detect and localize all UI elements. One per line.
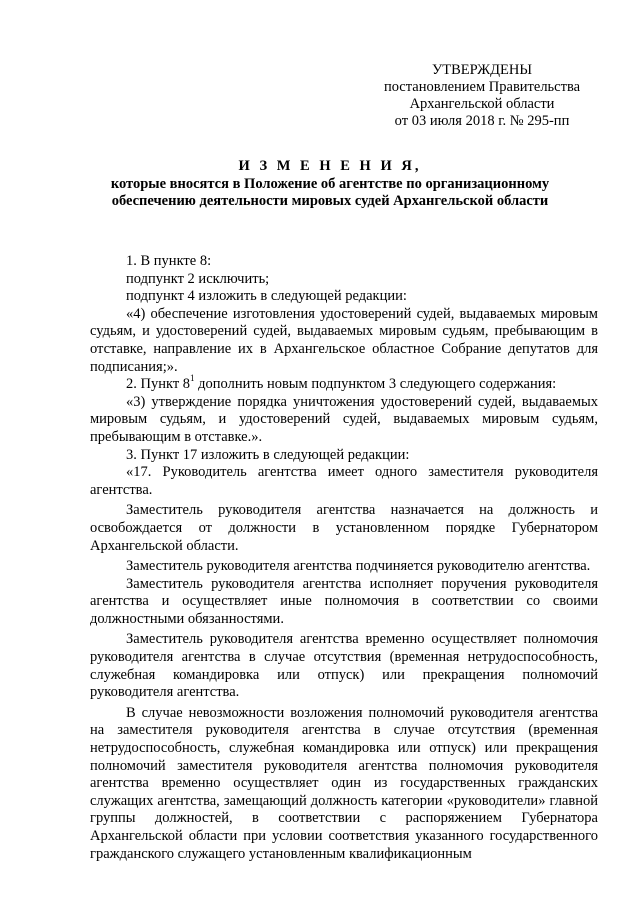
approval-date: от 03 июля 2018 г. № 295-пп <box>394 113 570 129</box>
approval-heading: УТВЕРЖДЕНЫ <box>431 62 533 78</box>
paragraph: «17. Руководитель агентства имеет одного заместителя руководителя агентства. <box>90 464 598 498</box>
paragraph-text: дополнить новым подпунктом 3 следующего содержания: <box>194 376 557 393</box>
paragraph: подпункт 4 изложить в следующей редакции: <box>126 288 407 305</box>
paragraph: 3. Пункт 17 изложить в следующей редакции: <box>126 446 410 463</box>
paragraph: «3) утверждение порядка уничтожения удостоверений судей, выдаваемых мировым судьям, и удостоверений судей, выдаваемых мировым судьям, пребывающим в отставке.». <box>90 393 598 445</box>
approval-stamp <box>372 62 592 130</box>
paragraph: Заместитель руководителя агентства временно осуществляет полномочия руководителя агентства в случае отсутствия (временная нетрудоспособность, служебная командировка или отпуск) или прекращения полномочий руководителя агентства. <box>90 631 598 701</box>
paragraph: В случае невозможности возложения полномочий руководителя агентства на заместителя руководителя агентства в случае отсутствия (временная нетрудоспособность, служебная командировка или отпуск) или прекращения полномочий заместителя руководителя агентства полномочия руководителя агентства временно осуществляет один из государственных гражданских служащих агентства, замещающий должность категории «руководители» главной группы должностей, в соответствии с распоряжением Губернатора Архангельской области при условии соответствия указанного государственного гражданского служащего установленным квалификационным <box>90 704 598 862</box>
document-title <box>60 158 600 211</box>
paragraph: Заместитель руководителя агентства подчиняется руководителю агентства. <box>126 558 591 575</box>
paragraph: 1. В пункте 8: <box>126 253 212 269</box>
paragraph: «4) обеспечение изготовления удостоверений судей, выдаваемых мировым судьям, и удостоверений судей, выдаваемых мировым судьям, пребывающим в отставке, направление их в Архангельское областное Собрание депутатов для подписания;». <box>90 305 598 375</box>
paragraph: Заместитель руководителя агентства исполняет поручения руководителя агентства и осуществляет иные полномочия в соответствии со своими должностными обязанностями. <box>90 575 598 627</box>
document-body <box>90 253 598 863</box>
paragraph: подпункт 2 исключить; <box>126 270 270 287</box>
paragraph-text: 2. Пункт 8 <box>126 376 191 393</box>
paragraph: Заместитель руководителя агентства назначается на должность и освобождается от должности в установленном порядке Губернатором Архангельской области. <box>90 502 598 554</box>
approval-line: постановлением Правительства <box>383 79 581 95</box>
title-subtitle: которые вносятся в Положение об агентстве по организационному <box>110 175 550 192</box>
approval-line: Архангельской области <box>409 96 555 112</box>
title-subtitle: обеспечению деятельности мировых судей Архангельской области <box>111 193 549 209</box>
title-main: И З М Е Н Е Н И Я, <box>238 158 422 174</box>
superscript: 1 <box>190 373 195 384</box>
paragraph <box>90 373 598 394</box>
